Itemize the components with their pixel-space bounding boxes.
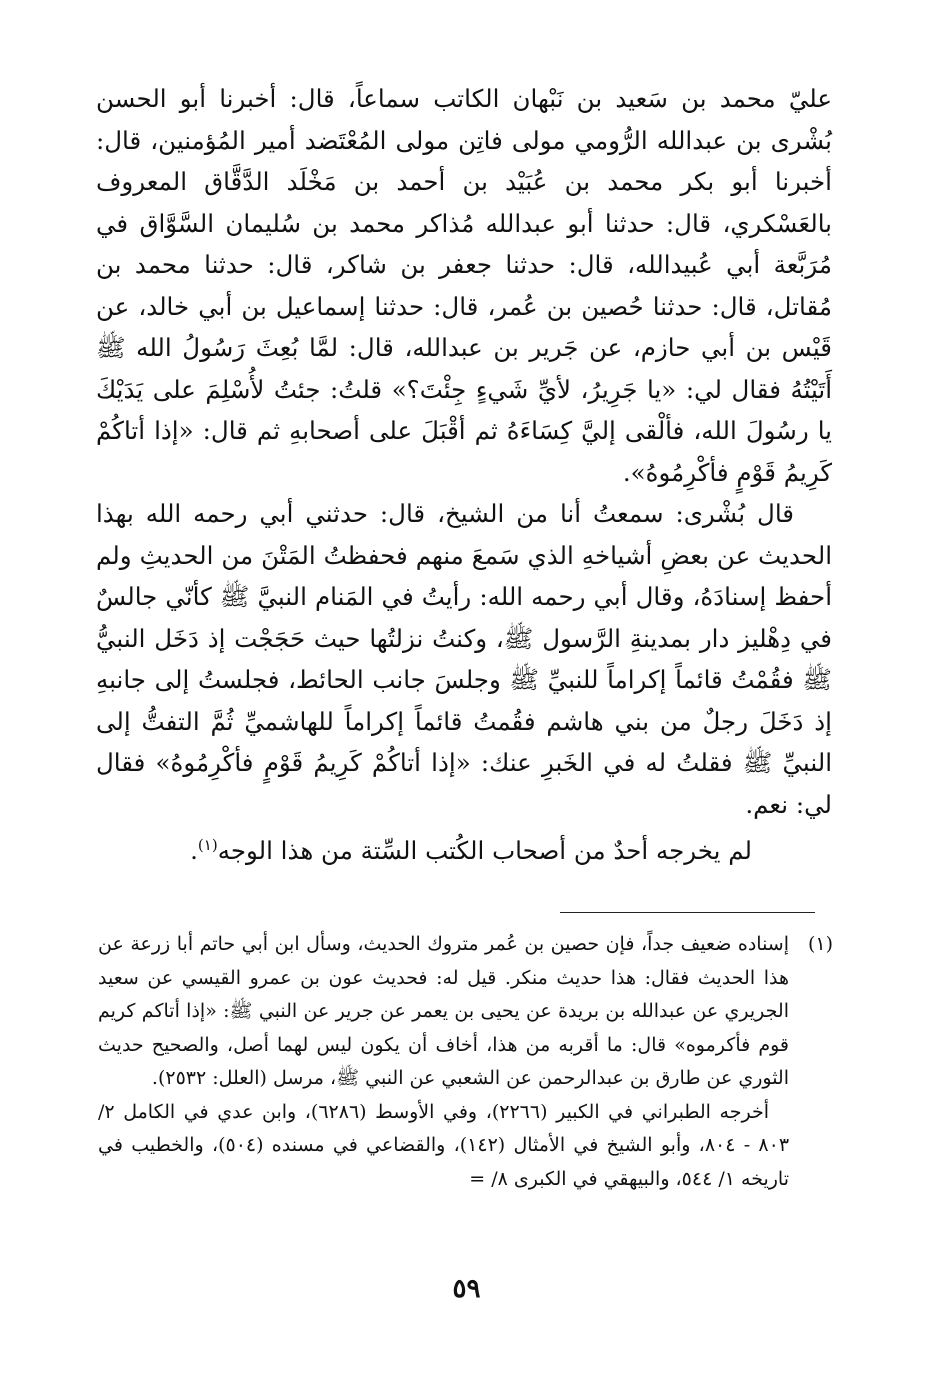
footnote-paragraph-1: إسناده ضعيف جداً، فإن حصين بن عُمر متروك الحديث، وسأل ابن أبي حاتم أبا زرعة عن هذا الحديث فقال: هذا حديث منكر. قيل له: فحديث عون بن عمرو القيسي عن سعيد الجريري عن عبدالله بن بريدة عن يحيى بن يعمر عن جرير عن النبي ﷺ: «إذا أتاكم كريم قوم فأكرموه» قال: ما أقربه من هذا، أخاف أن يكون ليس لهما أصل، والصحيح حديث الثوري عن طارق بن عبدالرحمن عن الشعبي عن النبي ﷺ، مرسل (العلل: ٢٥٣٢).	[98, 933, 789, 1089]
main-text	[96, 78, 832, 872]
footnote-number: (١)	[807, 933, 833, 955]
paragraph-2: قال بُشْرى: سمعتُ أنا من الشيخ، قال: حدثني أبي رحمه الله بهذا الحديث عن بعضِ أشياخهِ الذي سَمعَ منهم فحفظتُ المَتْنَ من الحديثِ ولم أحفظ إسنادَهُ، وقال أبي رحمه الله: رأيتُ في المَنام النبيَّ ﷺ كأنّي جالسٌ في دِهْليز دار بمدينةِ الرَّسول ﷺ، وكنتُ نزلتُها حيث حَجَجْت إذ دَخَل النبيُّ ﷺ فقُمْتُ قائماً إكراماً للنبيِّ ﷺ وجلسَ جانب الحائط، فجلستُ إلى جانبهِ إذ دَخَلَ رجلٌ من بني هاشم فقُمتُ قائماً إكراماً للهاشميِّ ثُمَّ التفتُّ إلى النبيِّ ﷺ فقلتُ له في الخَبرِ عنك: «إذا أتاكُمْ كَرِيمُ قَوْمٍ فأكْرِمُوهُ» فقال لي: نعم.	[96, 499, 832, 819]
closing-sentence: لم يخرجه أحدٌ من أصحاب الكُتب السِّتة من هذا الوجه	[217, 836, 752, 866]
paragraph-1: عليّ محمد بن سَعيد بن نَبْهان الكاتب سماعاً، قال: أخبرنا أبو الحسن بُشْرى بن عبدالله الرُّومي مولى فاتِن مولى المُعْتَضد أمير المُؤمنين، قال: أخبرنا أبو بكر محمد بن عُبَيْد بن أحمد بن مَخْلَد الدَّقَّاق المعروف بالعَسْكري، قال: حدثنا أبو عبدالله مُذاكر محمد بن سُليمان السَّوَّاق في مُرَبَّعة أبي عُبيدالله، قال: حدثنا جعفر بن شاكر، قال: حدثنا محمد بن مُقاتل، قال: حدثنا حُصين بن عُمر، قال: حدثنا إسماعيل بن أبي خالد، عن قَيْس بن أبي حازم، عن جَرير بن عبدالله، قال: لمَّا بُعِثَ رَسُولُ الله ﷺ أَتَيْتُهُ فقال لي: «يا جَرِيرُ، لأيِّ شَيءٍ جِئْتَ؟» قلتُ: جئتُ لأُسْلِمَ على يَدَيْكَ يا رسُولَ الله، فألْقى إليَّ كِسَاءَهُ ثم أقْبَلَ على أصحابهِ ثم قال: «إذا أتاكُمْ كَرِيمُ قَوْمٍ فأكْرِمُوهُ».	[96, 84, 832, 487]
footnote-paragraph-2: أخرجه الطبراني في الكبير (٢٢٦٦)، وفي الأوسط (٦٢٨٦)، وابن عدي في الكامل ٢/ ٨٠٣ - ٨٠٤، وأبو الشيخ في الأمثال (١٤٢)، والقضاعي في مسنده (٥٠٤)، والخطيب في تاريخه ١/ ٥٤٤، والبيهقي في الكبرى ٨/ =	[98, 1100, 790, 1190]
paragraph-3	[96, 825, 832, 872]
closing-period: .	[190, 836, 198, 866]
page-number: ٥٩	[452, 1274, 481, 1304]
footnotes	[98, 928, 833, 1196]
footnote-divider	[560, 912, 815, 913]
footnote-body	[98, 928, 789, 1196]
footnote-reference: (١)	[197, 836, 218, 854]
footnote-item	[98, 928, 833, 1196]
